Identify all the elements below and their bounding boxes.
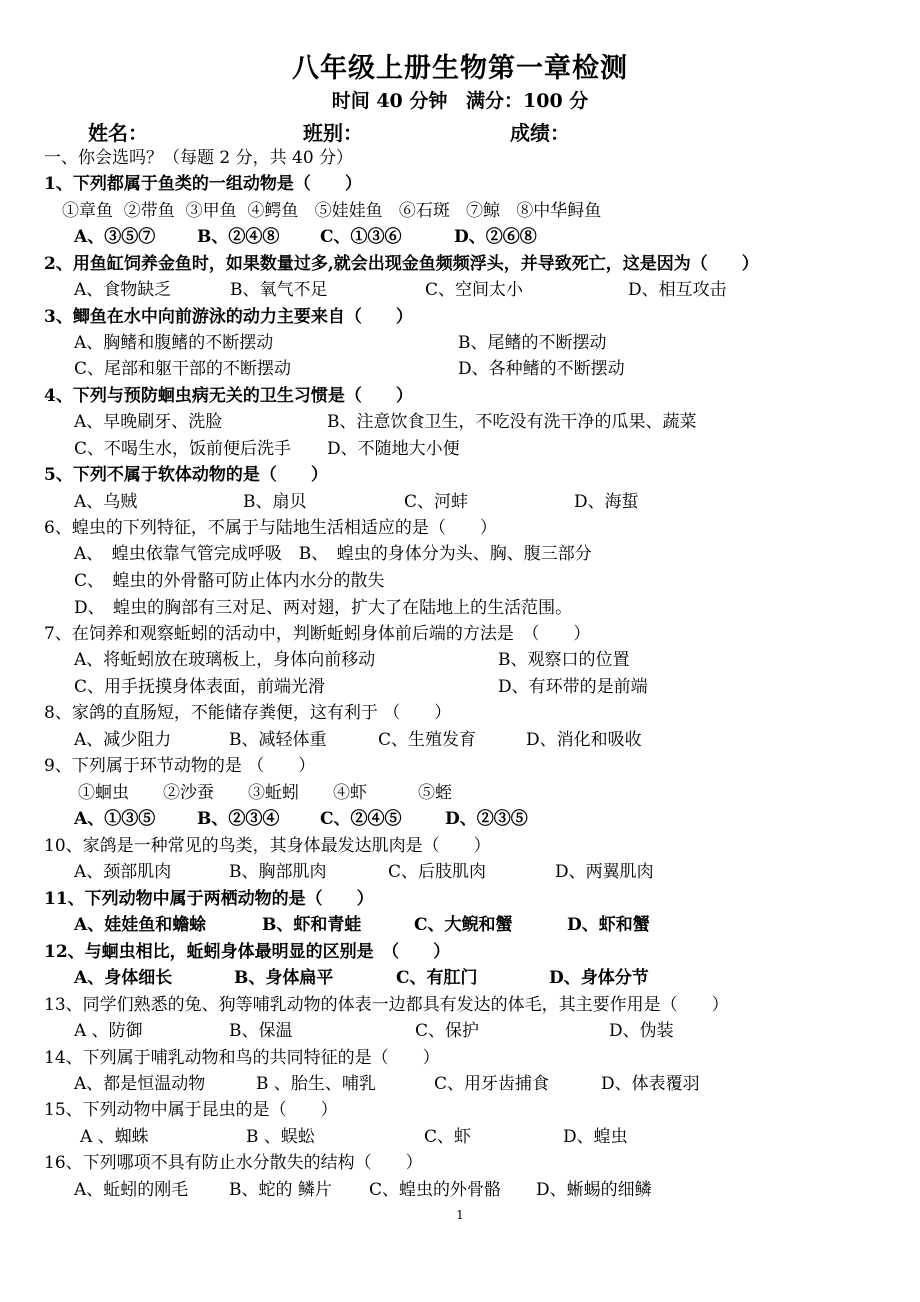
- q10-option-a: A、颈部肌肉: [74, 862, 172, 882]
- exam-meta: [0, 86, 920, 113]
- q5-option-a: A、乌贼: [74, 492, 138, 512]
- q15-option-a: A 、蜘蛛: [80, 1127, 149, 1147]
- q12-option-c: C、有肛门: [396, 968, 478, 988]
- question-8: 8、家鸽的直肠短，不能储存粪便，这有利于 （ ）: [44, 703, 452, 723]
- question-12: 12、与蛔虫相比，蚯蚓身体最明显的区别是 （ ）: [44, 942, 451, 962]
- q12-option-d: D、身体分节: [549, 968, 649, 988]
- question-13: 13、同学们熟悉的兔、狗等哺乳动物的体表一边都具有发达的体毛，其主要作用是（ ）: [44, 995, 729, 1015]
- q1-option-c: C、①③⑥: [320, 227, 402, 247]
- time-limit: 时间 40 分钟: [331, 90, 448, 112]
- q13-option-b: B、保温: [229, 1021, 293, 1041]
- q6-option-d: D、 蝗虫的胸部有三对足、两对翅，扩大了在陆地上的生活范围。: [74, 598, 573, 618]
- q15-option-b: B 、蜈蚣: [246, 1127, 315, 1147]
- q8-option-b: B、减轻体重: [229, 730, 327, 750]
- q8-option-a: A、减少阻力: [74, 730, 172, 750]
- q7-option-a: A、将蚯蚓放在玻璃板上，身体向前移动: [74, 650, 376, 670]
- question-11: 11、下列动物中属于两栖动物的是（ ）: [44, 889, 374, 909]
- q7-option-c: C、用手抚摸身体表面，前端光滑: [74, 677, 326, 697]
- q12-option-b: B、身体扁平: [234, 968, 334, 988]
- q15-option-d: D、蝗虫: [563, 1127, 628, 1147]
- q4-option-b: B、注意饮食卫生，不吃没有洗干净的瓜果、蔬菜: [327, 412, 697, 432]
- q3-option-b: B、尾鳍的不断摆动: [458, 333, 607, 353]
- q12-option-a: A、身体细长: [74, 968, 173, 988]
- q11-option-d: D、虾和蟹: [567, 915, 650, 935]
- section-heading: 一、你会选吗？（每题 2 分，共 40 分）: [44, 148, 354, 168]
- q5-option-c: C、河蚌: [404, 492, 469, 512]
- q5-option-d: D、海蜇: [574, 492, 639, 512]
- q14-option-d: D、体表覆羽: [601, 1074, 700, 1094]
- question-6: 6、蝗虫的下列特征，不属于与陆地生活相适应的是（ ）: [44, 518, 497, 538]
- q9-option-c: C、②④⑤: [320, 809, 402, 829]
- q10-option-c: C、后肢肌肉: [388, 862, 487, 882]
- q13-option-c: C、保护: [415, 1021, 480, 1041]
- q2-option-a: A、食物缺乏: [74, 280, 172, 300]
- grade-label: 成绩：: [510, 121, 570, 145]
- class-label: 班别：: [303, 121, 363, 145]
- q14-option-a: A、都是恒温动物: [74, 1074, 206, 1094]
- question-16: 16、下列哪项不具有防止水分散失的结构（ ）: [44, 1153, 423, 1173]
- q8-option-c: C、生殖发育: [378, 730, 477, 750]
- q3-option-a: A、胸鳍和腹鳍的不断摆动: [74, 333, 274, 353]
- q11-option-c: C、大鲵和蟹: [414, 915, 513, 935]
- q7-option-d: D、有环带的是前端: [498, 677, 648, 697]
- q10-option-b: B、胸部肌肉: [229, 862, 327, 882]
- name-label: 姓名：: [88, 121, 148, 145]
- q16-option-a: A、蚯蚓的刚毛: [74, 1180, 189, 1200]
- q10-option-d: D、两翼肌肉: [555, 862, 654, 882]
- q9-option-b: B、②③④: [197, 809, 280, 829]
- question-10: 10、家鸽是一种常见的鸟类，其身体最发达肌肉是（ ）: [44, 836, 491, 856]
- q8-option-d: D、消化和吸收: [526, 730, 642, 750]
- q5-option-b: B、扇贝: [243, 492, 307, 512]
- q6-options-ab: A、 蝗虫依靠气管完成呼吸 B、 蝗虫的身体分为头、胸、腹三部分: [74, 544, 592, 564]
- q2-option-c: C、空间太小: [425, 280, 524, 300]
- q3-option-d: D、各种鳍的不断摆动: [458, 359, 625, 379]
- question-9: 9、下列属于环节动物的是 （ ）: [44, 756, 316, 776]
- page-number: 1: [456, 1208, 464, 1222]
- question-3: 3、鲫鱼在水中向前游泳的动力主要来自（ ）: [44, 307, 413, 327]
- full-score: 满分：100 分: [466, 90, 589, 112]
- q11-option-b: B、虾和青蛙: [262, 915, 362, 935]
- q2-option-b: B、氧气不足: [230, 280, 328, 300]
- question-2: 2、用鱼缸饲养金鱼时，如果数量过多,就会出现金鱼频频浮头，并导致死亡，这是因为（ ）: [44, 254, 759, 274]
- q16-option-b: B、蛇的 鳞片: [229, 1180, 332, 1200]
- question-7: 7、在饲养和观察蚯蚓的活动中，判断蚯蚓身体前后端的方法是 （ ）: [44, 624, 591, 644]
- q16-option-c: C、蝗虫的外骨骼: [369, 1180, 502, 1200]
- q13-option-d: D、伪装: [609, 1021, 674, 1041]
- q4-option-a: A、早晚刷牙、洗脸: [74, 412, 223, 432]
- q13-option-a: A 、防御: [74, 1021, 143, 1041]
- q2-option-d: D、相互攻击: [628, 280, 727, 300]
- q6-option-c: C、 蝗虫的外骨骼可防止体内水分的散失: [74, 571, 385, 591]
- page-title: 八年级上册生物第一章检测: [292, 53, 628, 84]
- q16-option-d: D、蜥蜴的细鳞: [536, 1180, 652, 1200]
- q7-option-b: B、观察口的位置: [498, 650, 630, 670]
- question-1-items: ①章鱼 ②带鱼 ③甲鱼 ④鳄鱼 ⑤娃娃鱼 ⑥石斑 ⑦鲸 ⑧中华鲟鱼: [62, 201, 602, 221]
- q1-option-d: D、②⑥⑧: [454, 227, 537, 247]
- q15-option-c: C、虾: [424, 1127, 472, 1147]
- question-5: 5、下列不属于软体动物的是（ ）: [44, 465, 328, 485]
- q4-option-c: C、不喝生水，饭前便后洗手: [74, 439, 292, 459]
- q4-option-d: D、不随地大小便: [327, 439, 460, 459]
- q14-option-c: C、用牙齿捕食: [434, 1074, 550, 1094]
- q1-option-a: A、③⑤⑦: [74, 227, 156, 247]
- q11-option-a: A、娃娃鱼和蟾蜍: [74, 915, 207, 935]
- question-14: 14、下列属于哺乳动物和鸟的共同特征的是（ ）: [44, 1048, 440, 1068]
- q14-option-b: B 、胎生、哺乳: [256, 1074, 376, 1094]
- question-15: 15、下列动物中属于昆虫的是（ ）: [44, 1100, 338, 1120]
- question-4: 4、下列与预防蛔虫病无关的卫生习惯是（ ）: [44, 386, 413, 406]
- question-9-items: ①蛔虫 ②沙蚕 ③蚯蚓 ④虾 ⑤蛭: [78, 783, 452, 803]
- q9-option-d: D、②③⑤: [445, 809, 528, 829]
- q3-option-c: C、尾部和躯干部的不断摆动: [74, 359, 292, 379]
- question-1: 1、下列都属于鱼类的一组动物是（ ）: [44, 174, 362, 194]
- q9-option-a: A、①③⑤: [74, 809, 156, 829]
- q1-option-b: B、②④⑧: [197, 227, 280, 247]
